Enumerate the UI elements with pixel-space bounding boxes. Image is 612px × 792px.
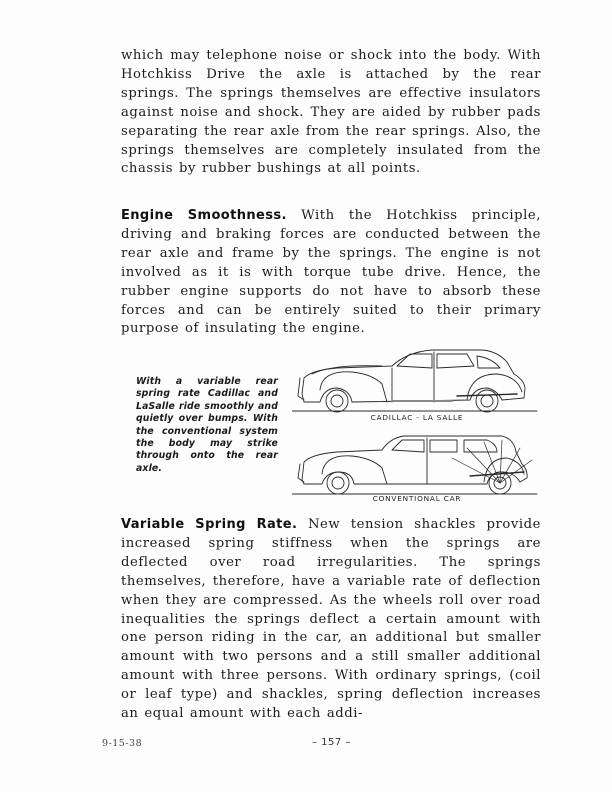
front-wheel (326, 390, 348, 412)
middle-window-2 (430, 440, 457, 452)
figure-label-conventional: CONVENTIONAL CAR (372, 494, 462, 503)
car-comparison-figure (292, 344, 542, 508)
cadillac-lasalle-car-drawing (292, 350, 537, 412)
figure-label-cadillac: CADILLAC - LA SALLE (370, 413, 464, 422)
footer-date: 9-15-38 (102, 738, 143, 749)
conventional-car-drawing (292, 436, 537, 494)
front-window (397, 354, 432, 368)
figure-caption: With a variable rear spring rate Cadillac and LaSalle ride smoothly and quietly over bumps. With the conventional system the body may strike through onto the rear axle. (136, 376, 278, 474)
section-heading: Variable Spring Rate. (121, 517, 298, 532)
car-illustrations (292, 344, 542, 508)
front-window-2 (392, 440, 424, 452)
page-number: – 157 – (312, 737, 351, 748)
front-fender-2 (322, 456, 387, 484)
paragraph-variable-spring-rate (121, 516, 541, 724)
rear-window (437, 354, 474, 368)
front-fender (320, 372, 387, 402)
section-heading: Engine Smoothness. (121, 208, 287, 223)
rear-wheel (476, 390, 498, 412)
paragraph-engine-smoothness (121, 207, 541, 339)
quarter-window (477, 356, 500, 368)
paragraph-text: which may telephone noise or shock into the body. With Hotchkiss Drive the axle is attached by the rear springs. The springs themselves are effective insulators against noise and shock. They are aided by rubber pads separating the rear axle from the rear springs. Also, the springs themselves are completely insulated from the chassis by rubber bushings at all points. (121, 48, 541, 177)
paragraph-text: With the Hotchkiss principle, driving and braking forces are conducted between the rear axle and frame by the springs. The engine is not involved as it is with torque tube drive. Hence, the rubber engine supports do not have to absorb these forces and can be entirely suited to their primary purpose of insulating the engine. (121, 208, 541, 337)
front-wheel-2 (327, 472, 349, 494)
rear-fender (467, 374, 522, 400)
paragraph-body-insulation (121, 47, 541, 179)
front-hubcap-2 (332, 477, 344, 489)
paragraph-text: New tension shackles provide increased spring stiffness when the springs are deflected over road irregularities. The springs themselves, therefore, have a variable rate of deflection when they are compressed. As the wheels roll over road inequalities the springs deflect a certain amount with one person riding in the car, an additional but smaller amount with two persons and a still smaller additional amount with three persons. With ordinary springs, (coil or leaf type) and shackles, spring deflection increases an equal amount with each addi- (121, 517, 541, 722)
car-body-2 (302, 436, 527, 484)
front-hubcap (331, 395, 343, 407)
rear-spring (457, 394, 517, 396)
rear-hubcap (481, 395, 493, 407)
